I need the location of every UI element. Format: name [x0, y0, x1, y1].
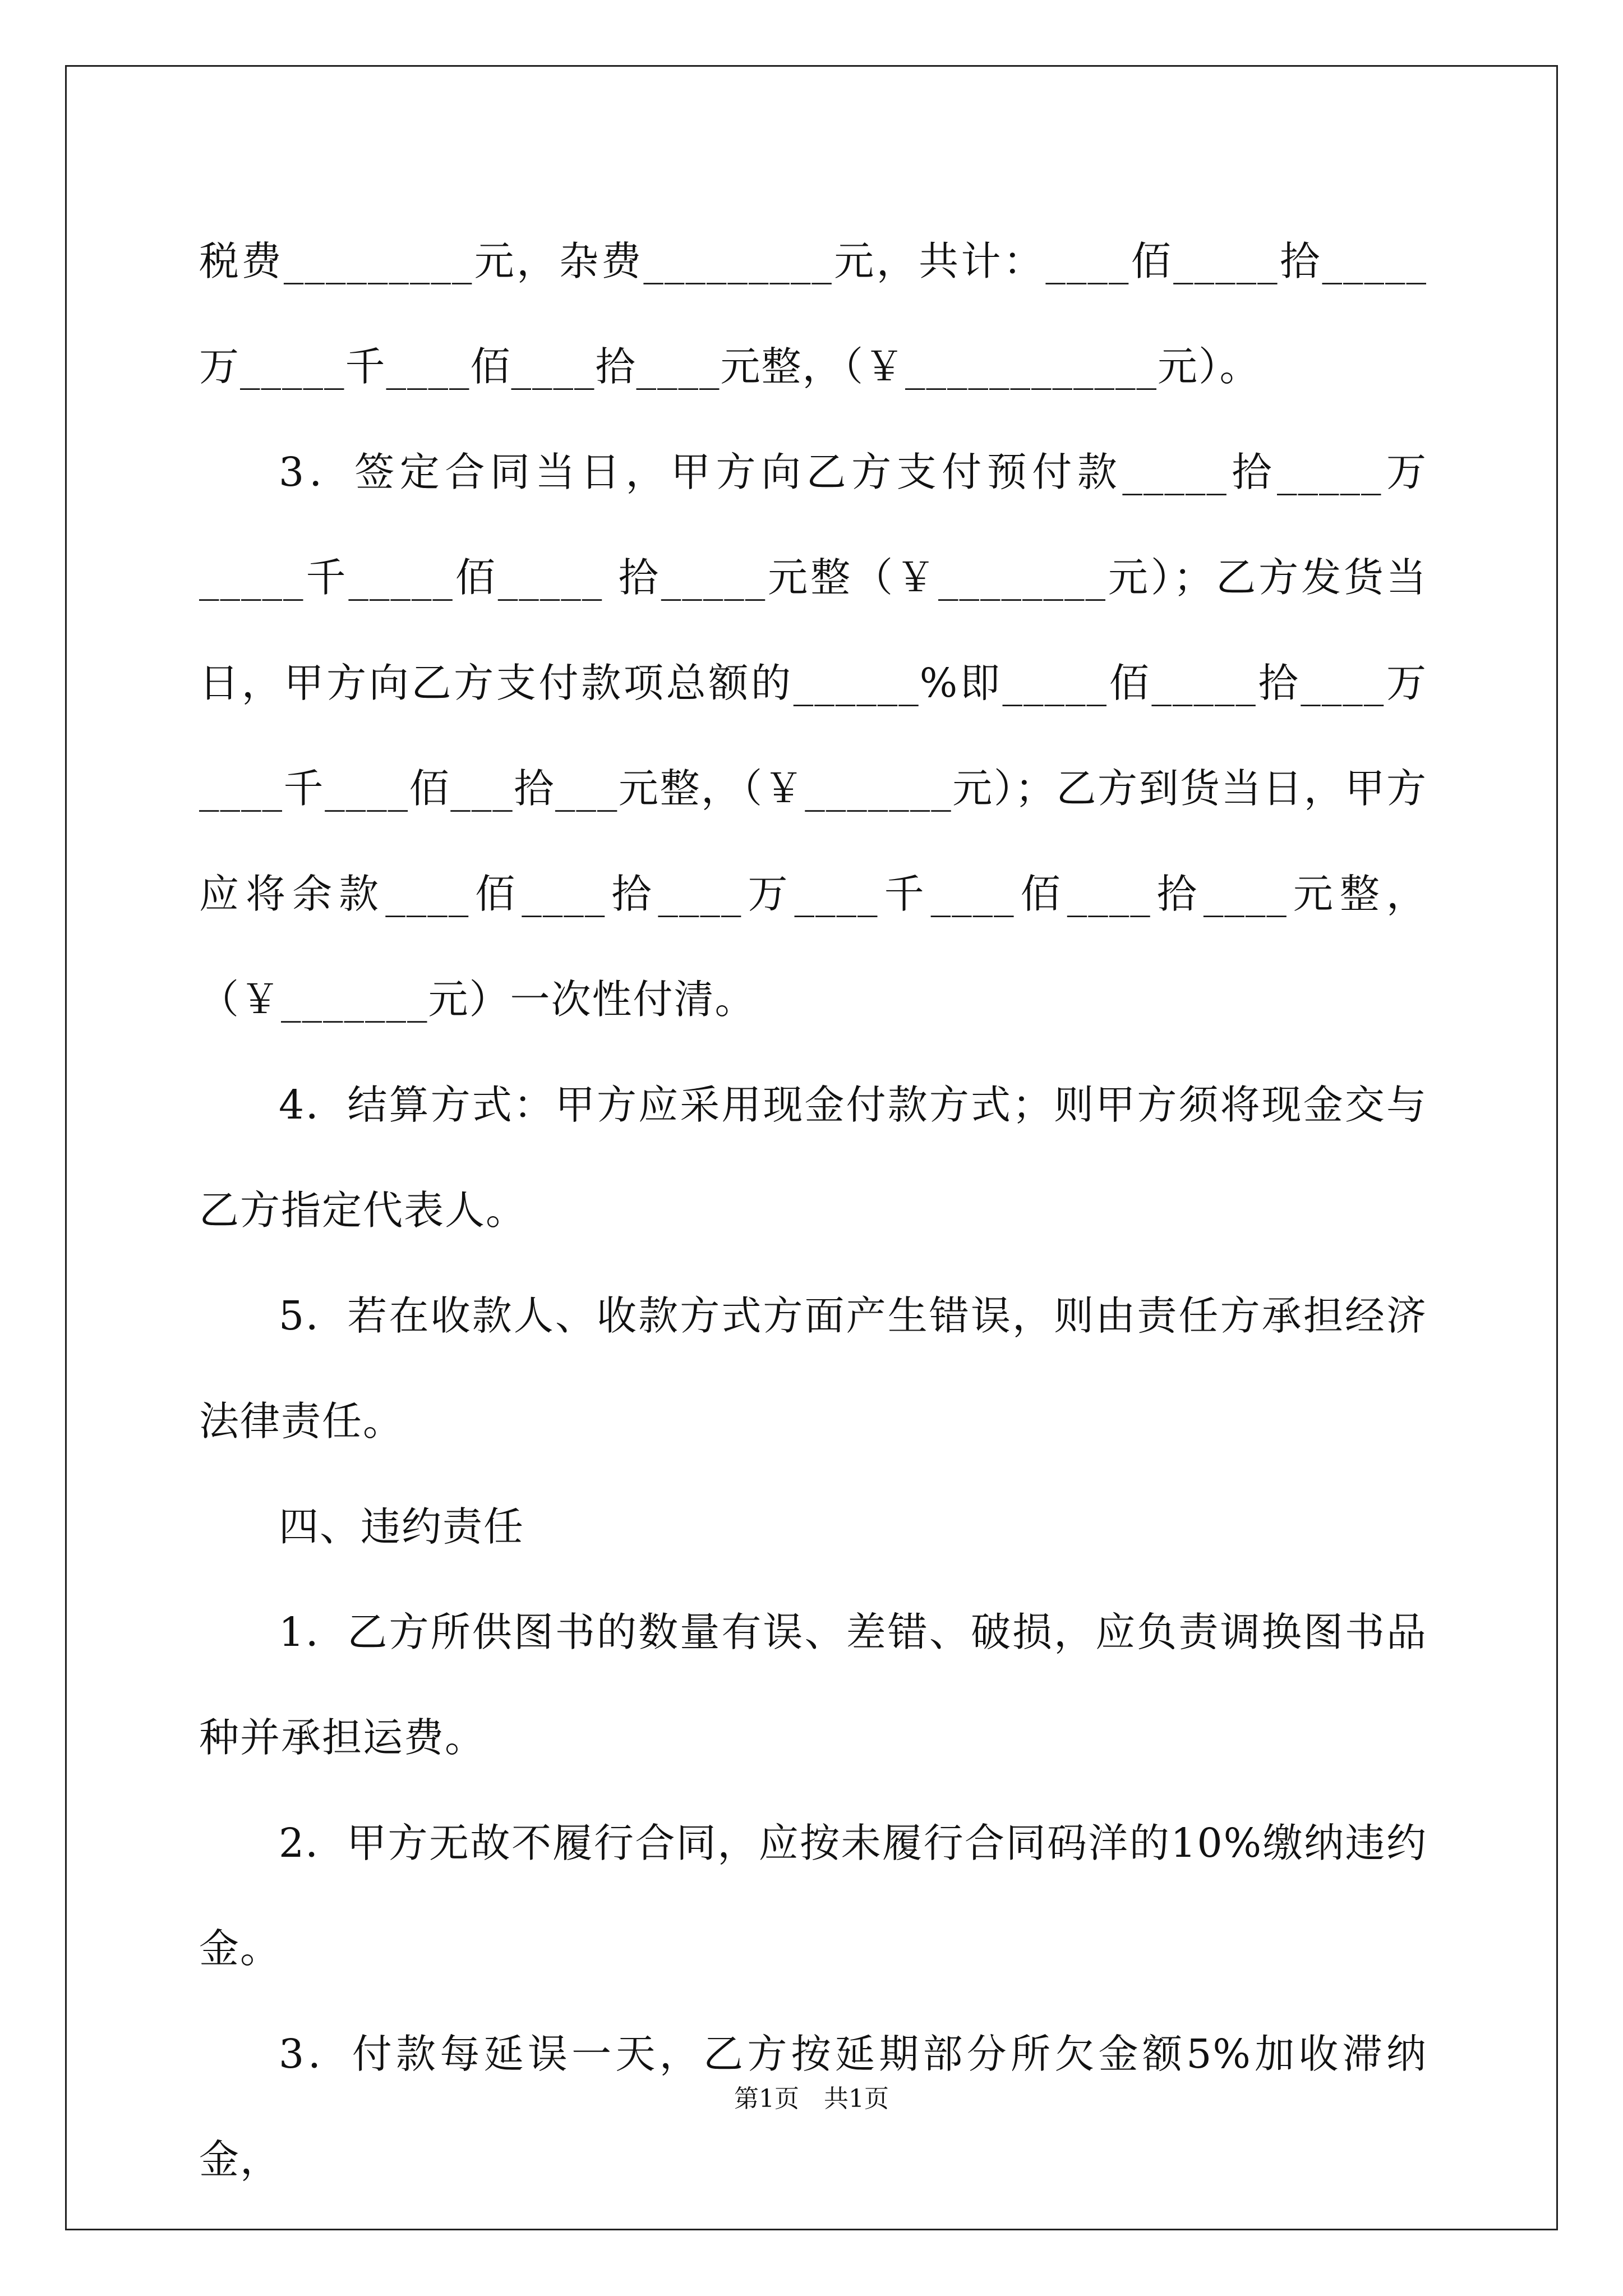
paragraph-fees-total: 税费_________元，杂费_________元，共计：____佰_____拾_____万_____千____佰____拾____元整，（￥____________元）。 [199, 238, 1427, 390]
paragraph-breach-3: 3．付款每延误一天，乙方按延期部分所欠金额5%加收滞纳金， [199, 2031, 1427, 2183]
paragraph-payment-error: 5．若在收款人、收款方式方面产生错误，则由责任方承担经济法律责任。 [199, 1292, 1427, 1444]
paragraph-payment-terms: 3．签定合同当日，甲方向乙方支付预付款_____拾_____万_____千_____佰_____ 拾_____元整（￥________元）；乙方发货当日，甲方向乙方支付款项总额的______%即_____佰_____拾____万____千____佰___拾___元整，（￥_______元）；乙方到货当日，甲方应将余款____佰____拾____万____千____佰____拾____元整，（￥_______元）一次性付清。 [199, 449, 1427, 1023]
page-footer: 第1页 共1页 [734, 2085, 889, 2113]
section-heading-breach: 四、违约责任 [279, 1503, 525, 1550]
document-body [199, 209, 1427, 2212]
paragraph-breach-2: 2．甲方无故不履行合同，应按未履行合同码洋的10%缴纳违约金。 [199, 1820, 1427, 1972]
paragraph-breach-1: 1．乙方所供图书的数量有误、差错、破损，应负责调换图书品种并承担运费。 [199, 1609, 1427, 1761]
paragraph-settlement-method: 4．结算方式：甲方应采用现金付款方式；则甲方须将现金交与乙方指定代表人。 [199, 1082, 1427, 1234]
